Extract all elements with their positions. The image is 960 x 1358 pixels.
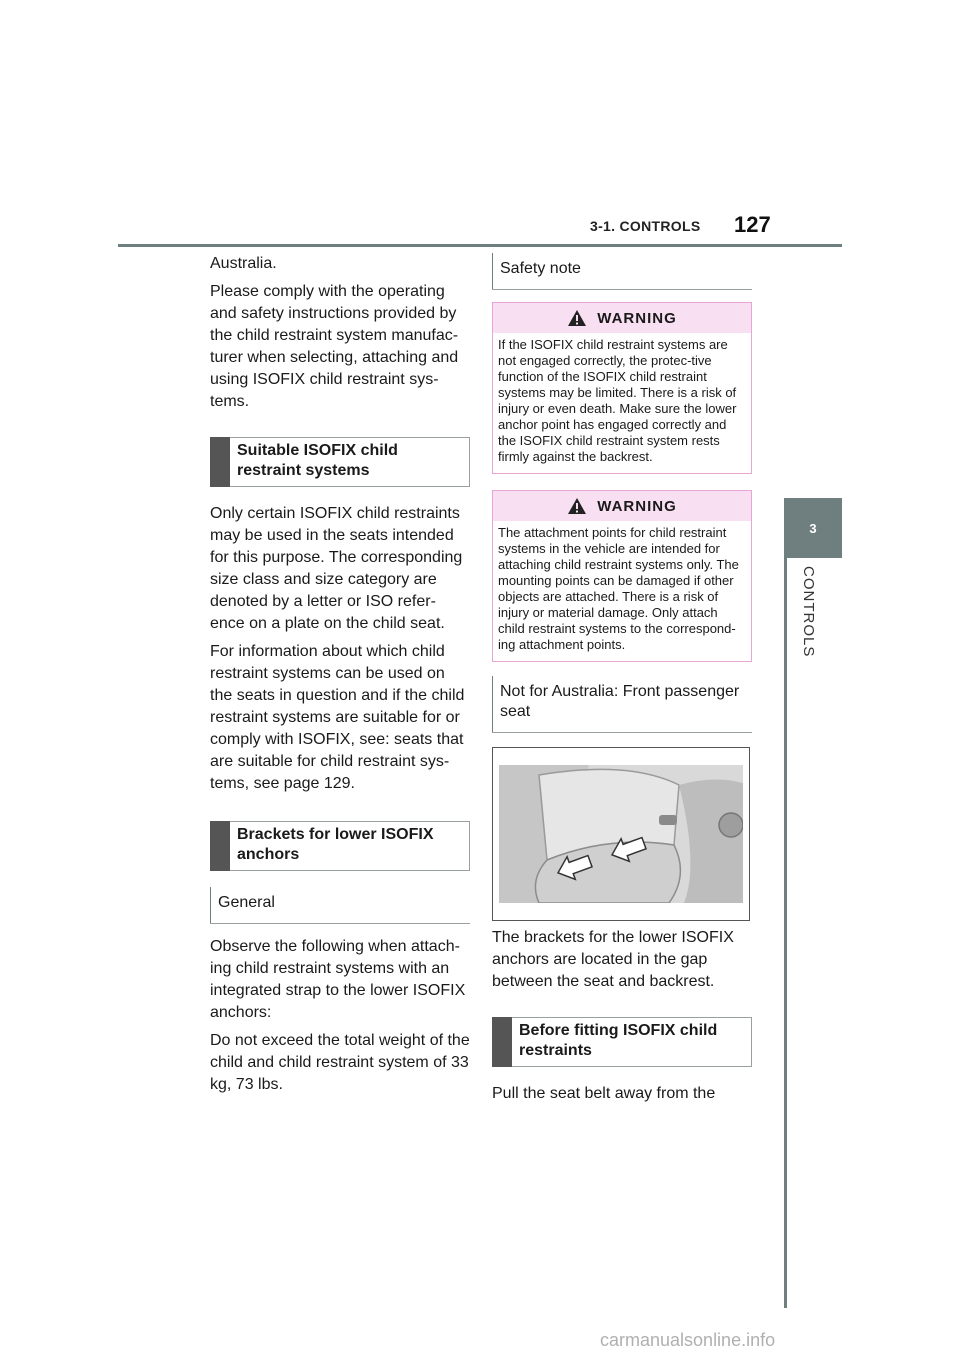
- sub-heading: Safety note: [492, 253, 752, 290]
- topic-heading: [210, 821, 470, 871]
- page-number: 127: [734, 212, 771, 237]
- paragraph: The brackets for the lower ISOFIX anchors are located in the gap between the seat and backrest.: [492, 929, 734, 990]
- warning-box: [492, 302, 752, 474]
- paragraph: Observe the following when attach-ing child restraint systems with an integrated strap to the lower ISOFIX anchors:: [210, 938, 466, 1021]
- topic-heading: [210, 437, 470, 487]
- left-column: [210, 253, 470, 1102]
- watermark: carmanualsonline.info: [600, 1330, 776, 1350]
- topic-bar: [210, 437, 230, 487]
- seat-anchor-illustration: [499, 765, 743, 903]
- warning-triangle-icon: [567, 497, 587, 515]
- topic-heading: [492, 1017, 752, 1067]
- warning-text: If the ISOFIX child restraint systems are not engaged correctly, the protec-tive function of the ISOFIX child restraint systems may be limited. There is a risk of injury or even death. Make sure the lower anchor point has engaged correctly and the ISOFIX child restraint system rests firmly against the backrest.: [498, 337, 737, 464]
- warning-text: The attachment points for child restraint systems in the vehicle are intended for attaching child restraint systems only. The mounting points can be damaged if other objects are attached. There is a risk of injury or material damage. Only attach child restraint systems to the correspond-ing attachment points.: [498, 525, 739, 652]
- chapter-tab[interactable]: [784, 498, 842, 558]
- paragraph: Please comply with the operating and safety instructions provided by the child restraint system manufac-turer when selecting, attaching and using ISOFIX child restraint sys-tems.: [210, 283, 459, 410]
- chapter-number: 3: [809, 520, 817, 536]
- isofix-seat-illustration: [492, 747, 750, 921]
- topic-title: Brackets for lower ISOFIX anchors: [237, 826, 434, 863]
- topic-title: Before fitting ISOFIX child restraints: [519, 1022, 718, 1059]
- chapter-rule: [784, 558, 842, 1308]
- topic-title: Suitable ISOFIX child restraint systems: [237, 442, 398, 479]
- chapter-label: CONTROLS: [800, 566, 817, 658]
- warning-header: [493, 303, 751, 333]
- warning-triangle-icon: [567, 309, 587, 327]
- sub-heading: General: [210, 887, 470, 924]
- right-column: [492, 253, 752, 1111]
- header-divider: [118, 244, 842, 247]
- section-title: 3-1. CONTROLS: [590, 218, 701, 234]
- warning-title: WARNING: [597, 309, 677, 327]
- warning-header: [493, 491, 751, 521]
- paragraph: Do not exceed the total weight of the child and child restraint system of 33 kg, 73 lbs.: [210, 1032, 470, 1093]
- topic-bar: [210, 821, 230, 871]
- paragraph: Pull the seat belt away from the: [492, 1085, 716, 1102]
- topic-bar: [492, 1017, 512, 1067]
- paragraph: Australia.: [210, 255, 277, 272]
- warning-title: WARNING: [597, 497, 677, 515]
- sub-heading: Not for Australia: Front passenger seat: [492, 676, 752, 733]
- warning-box: [492, 490, 752, 662]
- paragraph: Only certain ISOFIX child restraints may be used in the seats intended for this purpose. The corresponding size class and size category are denoted by a letter or ISO refer-ence on a plate on the child seat.: [210, 505, 463, 632]
- paragraph: For information about which child restraint systems can be used on the seats in question and if the child restraint systems are suitable for or comply with ISOFIX, see: seats that are suitable for child restraint sys-tems, see page 129.: [210, 643, 465, 792]
